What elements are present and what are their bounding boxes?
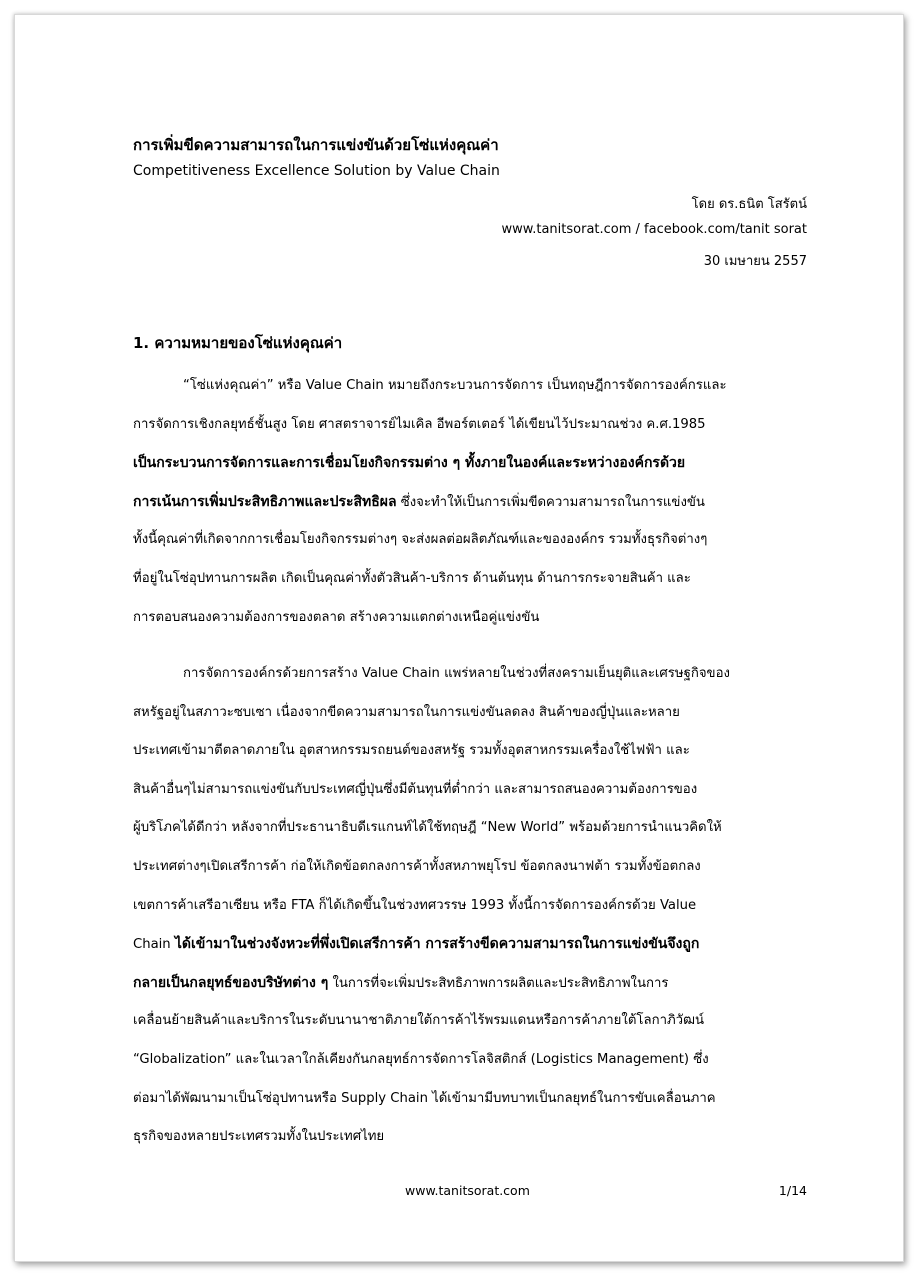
paragraph-text: ในการที่จะเพิ่มประสิทธิภาพการผลิตและประสิทธิภาพในการ <box>328 975 669 991</box>
paragraph-1 <box>133 367 811 637</box>
paragraph-2-line: ประเทศเข้ามาตีตลาดภายใน อุตสาหกรรมรถยนต์ของสหรัฐ รวมทั้งอุตสาหกรรมเครื่องใช้ไฟฟ้า และ <box>133 743 690 759</box>
document-page <box>14 14 904 1262</box>
document-date: 30 เมษายน 2557 <box>703 254 807 269</box>
paragraph-2-line: เขตการค้าเสรีอาเซียน หรือ FTA ก็ได้เกิดขึ้นในช่วงทศวรรษ 1993 ทั้งนี้การจัดการองค์กรด้วย Value <box>133 897 697 913</box>
paragraph-2-line: สหรัฐอยู่ในสภาวะซบเซา เนื่องจากขีดความสามารถในการแข่งขันลดลง สินค้าของญี่ปุ่นและหลาย <box>133 704 680 720</box>
author-line: โดย ดร.ธนิต โสรัตน์ <box>691 197 807 212</box>
paragraph-1-line <box>133 483 811 522</box>
paragraph-2-line: ต่อมาได้พัฒนามาเป็นโซ่อุปทานหรือ Supply Chain ได้เข้ามามีบทบาทเป็นกลยุทธ์ในการขับเคลื่อนภาค <box>133 1090 716 1106</box>
document-title: การเพิ่มขีดความสามารถในการแข่งขันด้วยโซ่แห่งคุณค่า <box>133 136 499 154</box>
footer-website: www.tanitsorat.com <box>405 1183 530 1198</box>
paragraph-1-line: “โซ่แห่งคุณค่า” หรือ Value Chain หมายถึงกระบวนการจัดการ เป็นทฤษฎีการจัดการองค์กรและ <box>183 378 727 393</box>
bold-phrase: กลายเป็นกลยุทธ์ของบริษัทต่าง ๆ <box>133 974 329 991</box>
paragraph-1-line: ที่อยู่ในโซ่อุปทานการผลิต เกิดเป็นคุณค่าทั้งตัวสินค้า-บริการ ด้านต้นทุน ด้านการกระจายสินค้า และ <box>133 570 691 586</box>
paragraph-2-line: ประเทศต่างๆเปิดเสรีการค้า ก่อให้เกิดข้อตกลงการค้าทั้งสหภาพยุโรป ข้อตกลงนาฟต้า รวมทั้งข้อตกลง <box>133 858 701 874</box>
paragraph-2-line: การจัดการองค์กรด้วยการสร้าง Value Chain แพร่หลายในช่วงที่สงครามเย็นยุติและเศรษฐกิจของ <box>183 666 730 681</box>
paragraph-text: ซึ่งจะทำให้เป็นการเพิ่มขีดความสามารถในการแข่งขัน <box>396 494 705 510</box>
document-subtitle: Competitiveness Excellence Solution by Value Chain <box>133 163 500 179</box>
paragraph-1-line: การตอบสนองความต้องการของตลาด สร้างความแตกต่างเหนือคู่แข่งขัน <box>133 609 540 625</box>
bold-phrase: การเน้นการเพิ่มประสิทธิภาพและประสิทธิผล <box>133 493 397 510</box>
paragraph-1-line-bold: เป็นกระบวนการจัดการและการเชื่อมโยงกิจกรรมต่าง ๆ ทั้งภายในองค์และระหว่างองค์กรด้วย <box>133 455 686 472</box>
paragraph-2-line: สินค้าอื่นๆไม่สามารถแข่งขันกับประเทศญี่ปุ่นซึ่งมีต้นทุนที่ต่ำกว่า และสามารถสนองความต้องการของ <box>133 781 698 797</box>
paragraph-2-line <box>133 925 811 964</box>
section-heading: 1. ความหมายของโซ่แห่งคุณค่า <box>133 334 343 352</box>
paragraph-1-line: การจัดการเชิงกลยุทธ์ชั้นสูง โดย ศาสตราจารย์ไมเคิล อีพอร์ตเตอร์ ได้เขียนไว้ประมาณช่วง ค.ศ.1985 <box>133 416 706 432</box>
paragraph-2-line: เคลื่อนย้ายสินค้าและบริการในระดับนานาชาติภายใต้การค้าไร้พรมแดนหรือการค้าภายใต้โลกาภิวัฒน์ <box>133 1013 704 1029</box>
paragraph-1-line: ทั้งนี้คุณค่าที่เกิดจากการเชื่อมโยงกิจกรรมต่างๆ จะส่งผลต่อผลิตภัณฑ์และขององค์กร รวมทั้งธุรกิจต่างๆ <box>133 532 708 548</box>
paragraph-2-line: ผู้บริโภคได้ดีกว่า หลังจากที่ประธานาธิบดีเรแกนท์ได้ใช้ทฤษฎี “New World” พร้อมด้วยการนำแนวคิดให้ <box>133 820 722 836</box>
page-number: 1/14 <box>778 1183 807 1198</box>
bold-phrase: ได้เข้ามาในช่วงจังหวะที่พึ่งเปิดเสรีการค้า การสร้างขีดความสามารถในการแข่งขันจึงถูก <box>174 936 700 953</box>
paragraph-2-line: ธุรกิจของหลายประเทศรวมทั้งในประเทศไทย <box>133 1129 385 1145</box>
paragraph-2-line <box>133 964 811 1003</box>
paragraph-2-line: “Globalization” และในเวลาใกล้เคียงกันกลยุทธ์การจัดการโลจิสติกส์ (Logistics Management) ซึ่ง <box>133 1051 709 1067</box>
author-website: www.tanitsorat.com / facebook.com/tanit sorat <box>501 222 807 237</box>
paragraph-2 <box>133 655 811 1157</box>
paragraph-text: Chain <box>133 937 175 953</box>
